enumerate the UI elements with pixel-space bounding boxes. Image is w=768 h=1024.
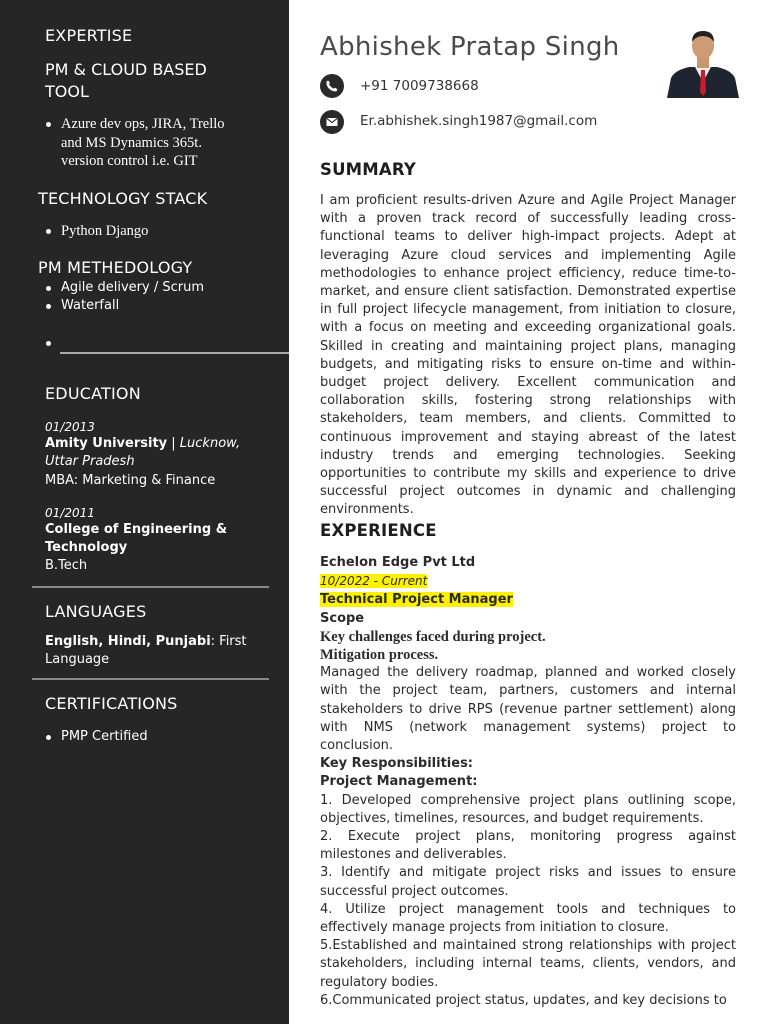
tech-stack-item: Python Django [45,222,245,241]
section-divider [32,678,269,680]
sidebar [0,0,289,1024]
tech-stack-heading: TECHNOLOGY STACK [38,189,208,208]
education-heading: EDUCATION [45,384,141,403]
mitigation-label: Mitigation process. [320,647,439,664]
education-degree: MBA: Marketing & Finance [45,473,216,488]
pm-label: Project Management: [320,774,478,790]
responsibilities-label: Key Responsibilities: [320,756,474,772]
languages-level: : First Language [45,634,247,667]
methodology-list [45,279,265,315]
responsibility-item: 4. Utilize project management tools and techniques to effectively manage projects from initiation to closure. [320,901,736,936]
education-date: 01/2013 [45,420,95,434]
school-separator: | [167,436,180,451]
summary-text: I am proficient results-driven Azure and Agile Project Manager with a proven track record of successfully leading cross-functional teams to deliver high-impact projects. Adept at leveraging Azure cloud services and implementing Agile methodologies to enhance project efficiency, reduce time-to-market, and ensure client satisfaction. Demonstrated expertise in full project lifecycle management, from initiation to closure, with a focus on meeting and exceeding organizational goals. Skilled in creating and maintaining project plans, managing budgets, and mitigating risks to ensure on-time and within-budget project delivery. Excellent communication and collaboration skills, fostering strong relationships with stakeholders, team members, and clients. Committed to continuous improvement and staying abreast of the latest industry trends and emerging technologies. Seeking opportunities to contribute my skills and experience to drive successful project outcomes in dynamic and challenging environments. [320,193,736,518]
section-divider [32,586,269,588]
expertise-heading: EXPERTISE [45,26,133,45]
education-date: 01/2011 [45,506,95,520]
bullet-underline [60,352,289,354]
certifications-heading: CERTIFICATIONS [45,694,178,713]
phone-icon [320,74,344,98]
main-content [289,0,768,1024]
expertise-item: Azure dev ops, JIRA, Trello and MS Dynamics 365t. version control i.e. GIT [45,115,245,171]
challenges-label: Key challenges faced during project. [320,628,546,645]
candidate-name: Abhishek Pratap Singh [320,32,620,62]
phone-number[interactable]: +91 7009738668 [360,78,479,94]
person-photo-icon [665,22,741,98]
summary-heading: SUMMARY [320,160,417,179]
experience-heading: EXPERIENCE [320,521,437,540]
school-name: Amity University [45,436,168,451]
methodology-item: Agile delivery / Scrum [45,279,265,297]
email-icon [320,110,344,134]
responsibility-item: 2. Execute project plans, monitoring progress against milestones and deliverables. [320,829,736,863]
languages-text [45,633,250,669]
tech-stack-list [45,222,245,241]
empty-bullet [46,341,51,346]
responsibility-item: 5.Established and maintained strong relationships with project stakeholders, including internal teams, clients, vendors, and regulatory bodies. [320,938,736,990]
school-name: College of Engineering & Technology [45,522,228,555]
languages-list: English, Hindi, Punjabi [45,634,211,649]
job-description: Managed the delivery roadmap, planned and worked closely with the project team, partners, customers and internal stakeholders to drive RPS (revenue partner settlement) along with NMS (network management systems) project to conclusion. [320,665,736,754]
responsibility-item: 3. Identify and mitigate project risks and issues to ensure successful project outcomes. [320,865,736,899]
job-title: Technical Project Manager [320,592,513,608]
school-location: Lucknow, Uttar Pradesh [45,436,241,469]
expertise-subheading: PM & CLOUD BASED TOOL [45,60,207,101]
company-name: Echelon Edge Pvt Ltd [320,555,476,570]
email-address[interactable]: Er.abhishek.singh1987@gmail.com [360,113,598,129]
experience-block [320,554,736,1010]
education-entry-1 [45,435,245,471]
job-dates: 10/2022 - Current [320,574,428,589]
responsibility-item: 6.Communicated project status, updates, and key decisions to [320,992,727,1008]
expertise-list [45,115,245,171]
profile-photo [665,22,741,98]
certifications-list [45,728,265,746]
scope-label: Scope [320,610,365,626]
methodology-heading: PM METHEDOLOGY [38,258,193,277]
certification-item: PMP Certified [45,728,265,746]
methodology-item: Waterfall [45,297,265,315]
languages-heading: LANGUAGES [45,602,147,621]
responsibility-item: 1. Developed comprehensive project plans outlining scope, objectives, timelines, resources, and budget requirements. [320,792,736,826]
education-degree: B.Tech [45,558,88,573]
